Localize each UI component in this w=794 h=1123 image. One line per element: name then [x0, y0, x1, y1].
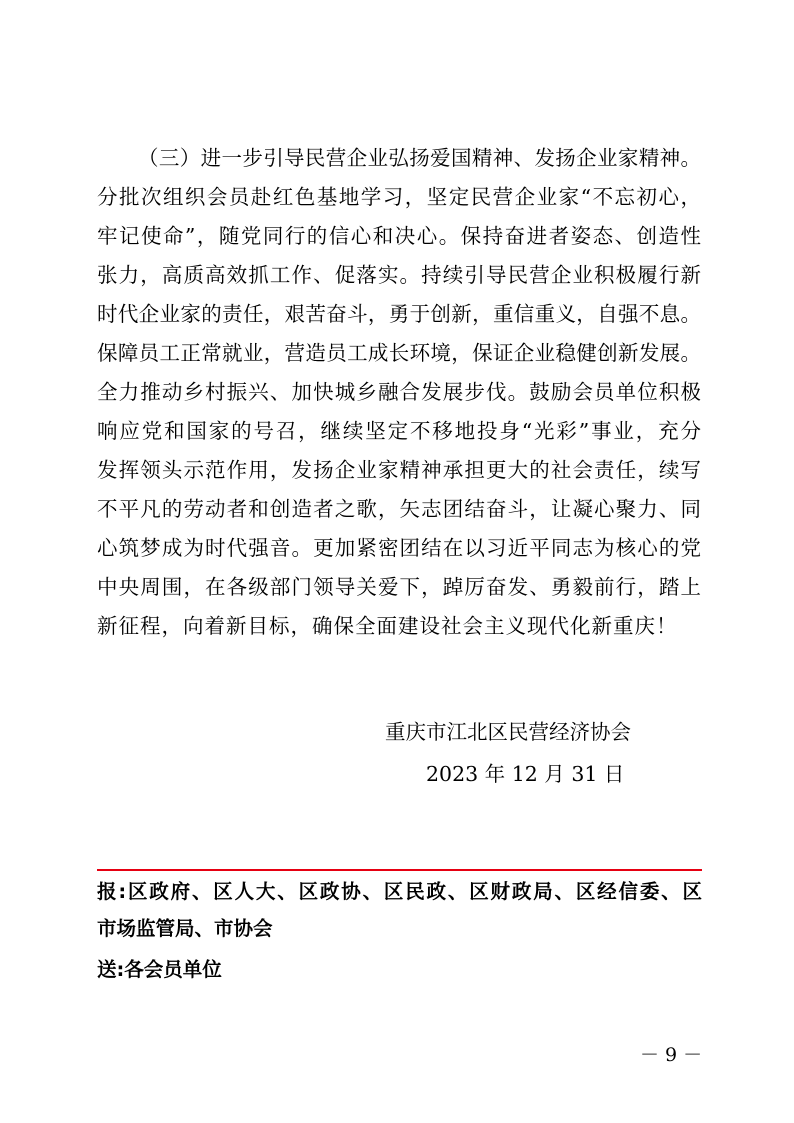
body-line: 响应党和国家的号召，继续坚定不移地投身“光彩”事业，充分 — [97, 419, 701, 443]
body-line: （三）进一步引导民营企业弘扬爱国精神、发扬企业家精神。 — [138, 146, 701, 170]
body-line: 张力，高质高效抓工作、促落实。持续引导民营企业积极履行新 — [97, 263, 701, 287]
signature-org: 重庆市江北区民营经济协会 — [385, 720, 631, 744]
body-line: 保障员工正常就业，营造员工成长环境，保证企业稳健创新发展。 — [97, 341, 701, 365]
report-to-line-continued: 市场监管局、市协会 — [97, 917, 273, 940]
page-number: － 9 － — [640, 1044, 703, 1066]
body-line: 牢记使命”，随党同行的信心和决心。保持奋进者姿态、创造性 — [97, 224, 701, 248]
report-to-line: 报:区政府、区人大、区政协、区民政、区财政局、区经信委、区 — [97, 880, 702, 903]
body-line: 分批次组织会员赴红色基地学习，坚定民营企业家“不忘初心， — [97, 185, 701, 209]
body-line: 发挥领头示范作用，发扬企业家精神承担更大的社会责任，续写 — [97, 458, 701, 482]
body-line: 中央周围，在各级部门领导关爱下，踔厉奋发、勇毅前行，踏上 — [97, 575, 701, 599]
body-line: 不平凡的劳动者和创造者之歌，矢志团结奋斗，让凝心聚力、同 — [97, 497, 701, 521]
body-line: 心筑梦成为时代强音。更加紧密团结在以习近平同志为核心的党 — [97, 536, 701, 560]
body-line: 新征程，向着新目标，确保全面建设社会主义现代化新重庆！ — [97, 614, 678, 638]
red-divider — [97, 869, 702, 871]
body-line: 全力推动乡村振兴、加快城乡融合发展步伐。鼓励会员单位积极 — [97, 380, 701, 404]
signature-date: 2023 年 12 月 31 日 — [426, 762, 625, 786]
body-line: 时代企业家的责任，艰苦奋斗，勇于创新，重信重义，自强不息。 — [97, 302, 701, 326]
send-to-line: 送:各会员单位 — [97, 958, 222, 981]
